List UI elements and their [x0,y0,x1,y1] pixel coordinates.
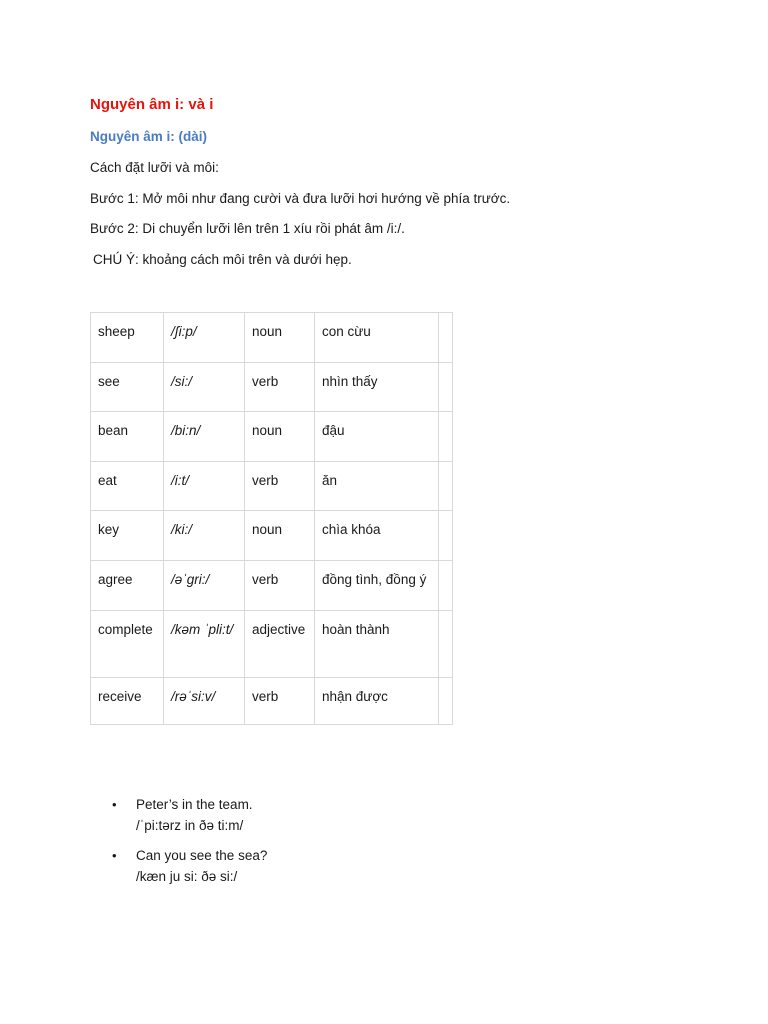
instruction-step-2: Bước 2: Di chuyển lưỡi lên trên 1 xíu rồi phát âm /i:/. [90,221,405,236]
section-subtitle: Nguyên âm i: (dài) [90,129,208,144]
page-title: Nguyên âm i: và i [90,96,214,113]
empty-cell [439,313,453,363]
table-row [91,412,453,462]
example-list [112,795,512,897]
vocabulary-table [90,312,453,725]
ipa-cell: /kəm ˈpli:t/ [164,610,245,677]
example-sentence: Can you see the sea? [136,848,268,863]
example-ipa: /kæn ju si: ðə si:/ [136,868,238,884]
table-row [91,362,453,412]
empty-cell [439,461,453,511]
pos-cell: verb [245,560,315,610]
word-cell: agree [91,560,164,610]
ipa-cell: /ki:/ [164,511,245,561]
pos-cell: adjective [245,610,315,677]
meaning-cell: hoàn thành [315,610,439,677]
empty-cell [439,610,453,677]
meaning-cell: nhìn thấy [315,362,439,412]
table-row [91,560,453,610]
word-cell: see [91,362,164,412]
meaning-cell: đồng tình, đồng ý [315,560,439,610]
table-row [91,461,453,511]
list-item [112,795,512,836]
instructions-intro: Cách đặt lưỡi và môi: [90,160,219,175]
pos-cell: verb [245,677,315,724]
table-row [91,313,453,363]
word-cell: receive [91,677,164,724]
table-row [91,610,453,677]
meaning-cell: nhận được [315,677,439,724]
word-cell: key [91,511,164,561]
word-cell: eat [91,461,164,511]
empty-cell [439,560,453,610]
empty-cell [439,362,453,412]
ipa-cell: /si:/ [164,362,245,412]
list-item [112,846,512,887]
pos-cell: noun [245,511,315,561]
instruction-note: CHÚ Ý: khoảng cách môi trên và dưới hẹp. [93,252,352,267]
empty-cell [439,511,453,561]
ipa-cell: /əˈgri:/ [164,560,245,610]
meaning-cell: đậu [315,412,439,462]
word-cell: bean [91,412,164,462]
ipa-cell: /rəˈsi:v/ [164,677,245,724]
example-ipa: /ˈpi:tərz in ðə ti:m/ [136,817,244,833]
pos-cell: noun [245,313,315,363]
table-row [91,677,453,724]
word-cell: sheep [91,313,164,363]
meaning-cell: ăn [315,461,439,511]
meaning-cell: chìa khóa [315,511,439,561]
ipa-cell: /ʃi:p/ [164,313,245,363]
bullet-icon: • [112,848,117,863]
ipa-cell: /bi:n/ [164,412,245,462]
pos-cell: verb [245,362,315,412]
empty-cell [439,412,453,462]
ipa-cell: /i:t/ [164,461,245,511]
word-cell: complete [91,610,164,677]
instruction-step-1: Bước 1: Mở môi như đang cười và đưa lưỡi hơi hướng về phía trước. [90,191,511,206]
pos-cell: verb [245,461,315,511]
bullet-icon: • [112,797,117,812]
empty-cell [439,677,453,724]
meaning-cell: con cừu [315,313,439,363]
example-sentence: Peter’s in the team. [136,797,253,812]
pos-cell: noun [245,412,315,462]
table-row [91,511,453,561]
